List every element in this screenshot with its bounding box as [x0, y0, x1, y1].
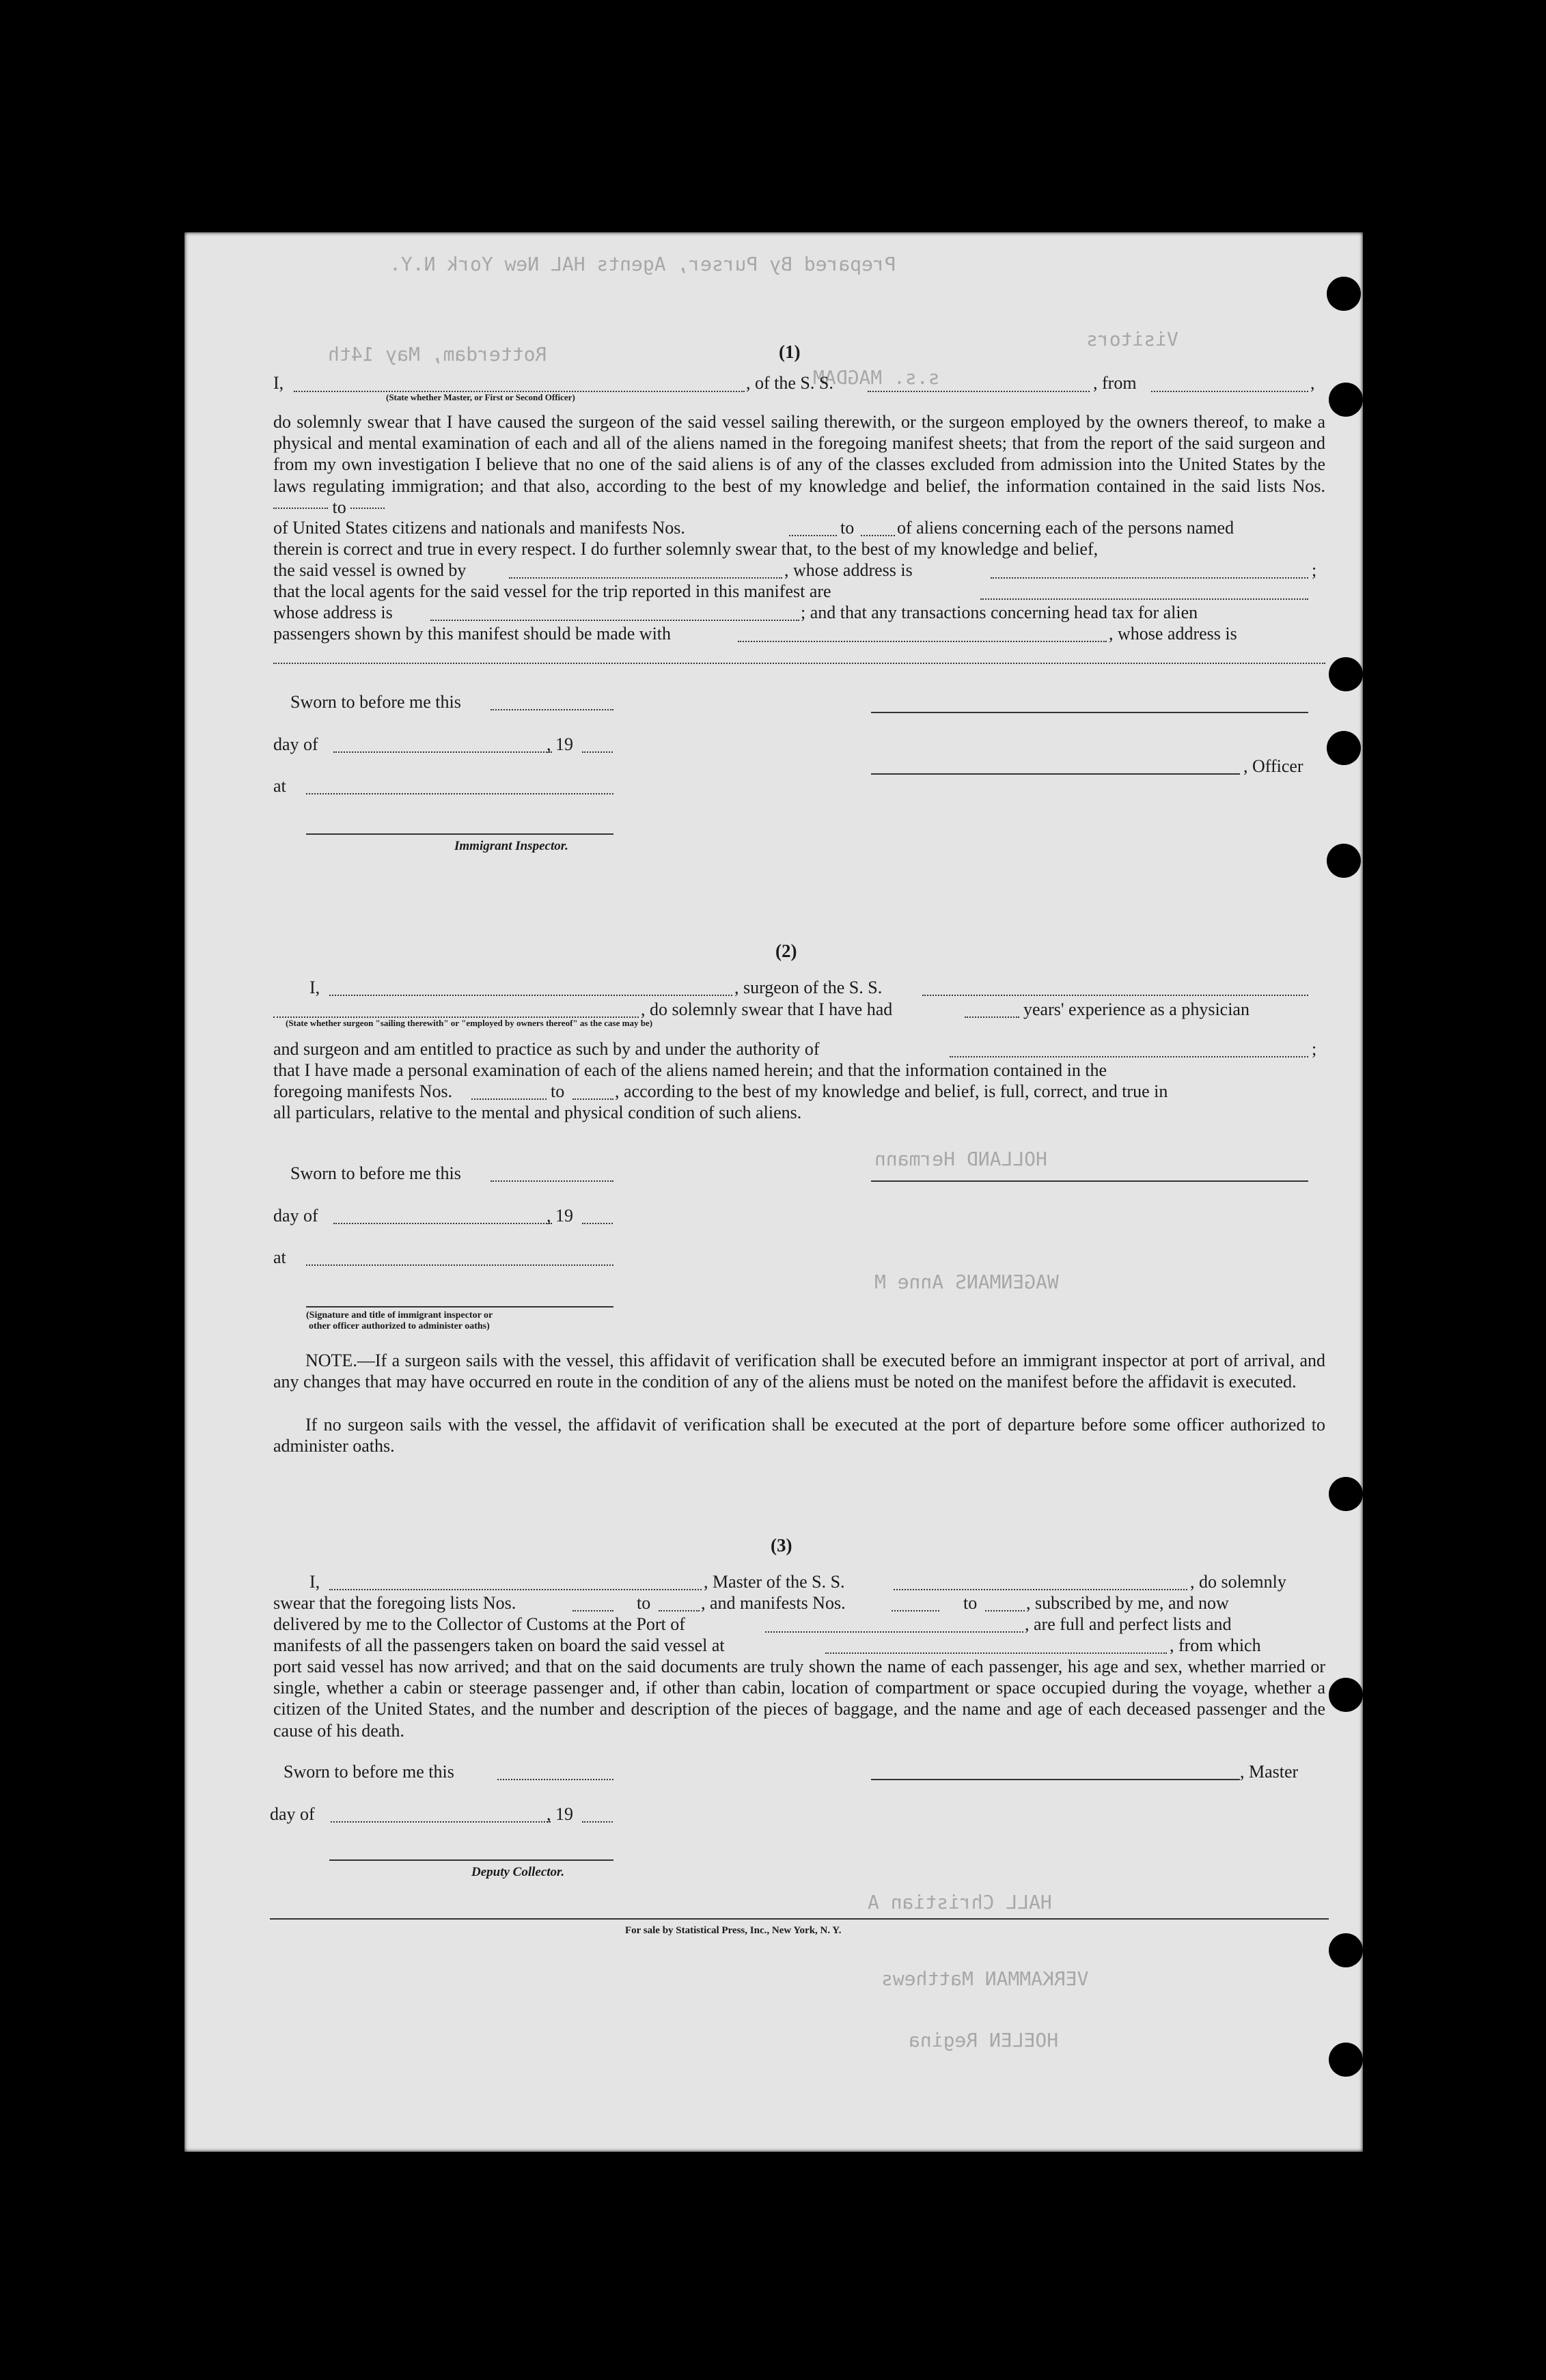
ghost-name-2: WAGENMANS Anne M	[874, 1271, 1059, 1293]
s2-years-line	[965, 1016, 1019, 1018]
s1-l4b: , whose address is	[784, 560, 913, 580]
s2-list-from-line	[471, 1098, 547, 1100]
s1-agents-address-line	[430, 620, 799, 621]
s3-year-line	[582, 1821, 613, 1823]
s3-l2c: , subscribed by me, and now	[1026, 1593, 1229, 1613]
s2-sig-note-1: (Signature and title of immigrant inspector or	[306, 1310, 493, 1320]
s1-signature-line	[871, 712, 1308, 713]
s1-from-line	[1151, 391, 1308, 392]
s2-day: day of	[273, 1206, 318, 1226]
s3-oath-paragraph: port said vessel has now arrived; and that on the said documents are truly shown the name of each passenger, his age and sex, whether married or single, whether a cabin or steerage passenger and, if other than cabin, location of compartment or space occupied during the voyage, whether a citizen of the United States, and the number and description of the pieces of baggage, and the name and age of each deceased passenger and the cause of his death.	[273, 1657, 1325, 1741]
s1-agents-line	[980, 598, 1308, 600]
s2-signature-line	[871, 1180, 1308, 1182]
s1-oath-paragraph: do solemnly swear that I have caused the surgeon of the said vessel sailing therewith, or the surgeon employed by the owners thereof, to make a physical and mental examination of each and all of the aliens named in the foregoing manifest sheets; that from the report of the said surgeon and from my own investigation I believe that no one of the said aliens is of any of the classes excluded from admission into the United States by the laws regulating immigration; and that also, according to the best of my knowledge and belief, the information contained in the said lists Nos. to	[273, 412, 1325, 517]
s2-note-paragraph-2: If no surgeon sails with the vessel, the affidavit of verification shall be executed at the port of departure before some officer authorized to administer oaths.	[273, 1415, 1325, 1456]
s1-l6a: whose address is	[273, 603, 393, 622]
s3-sworn: Sworn to before me this	[284, 1762, 454, 1782]
s3-ship-line	[894, 1589, 1187, 1590]
s1-from: , from	[1093, 373, 1137, 393]
ghost-name-1: HOLLAND Hermann	[874, 1148, 1047, 1170]
s3-l3a: delivered by me to the Collector of Customs at the Port of	[273, 1614, 685, 1634]
s2-day-line	[333, 1223, 552, 1224]
s2-at: at	[273, 1247, 286, 1267]
ghost-name-5: HOELEN Regina	[909, 2029, 1059, 2051]
s1-l7b: , whose address is	[1109, 624, 1237, 644]
s3-year: , 19	[547, 1804, 573, 1824]
binder-hole	[1329, 2043, 1363, 2077]
s1-day: day of	[273, 734, 318, 754]
binder-hole	[1327, 277, 1361, 311]
s2-at-line	[306, 1264, 613, 1266]
s2-l5b: , according to the best of my knowledge and belief, is full, correct, and true in	[615, 1081, 1168, 1101]
s3-day: day of	[270, 1804, 315, 1824]
s1-year-line	[582, 751, 613, 753]
s1-l5: that the local agents for the said vessel for the trip reported in this manifest are	[273, 581, 831, 601]
s1-l6b: ; and that any transactions concerning head tax for alien	[801, 603, 1198, 622]
s3-embark-line	[825, 1652, 1167, 1654]
s1-officer-note: (State whether Master, or First or Second Officer)	[386, 392, 575, 402]
s1-l2b: of aliens concerning each of the persons named	[897, 518, 1234, 538]
footer-printer: For sale by Statistical Press, Inc., New York, N. Y.	[625, 1925, 842, 1936]
s1-l2-to: to	[840, 518, 855, 538]
s1-headtax-line	[738, 641, 1107, 642]
s2-l5-to: to	[551, 1081, 565, 1101]
s1-day-line	[333, 751, 552, 753]
s1-i: I,	[273, 373, 284, 393]
s3-l1c: , do solemnly	[1190, 1572, 1286, 1592]
s1-at-line	[306, 793, 613, 794]
section-1-number: (1)	[779, 342, 801, 362]
s3-l3b: , are full and perfect lists and	[1025, 1614, 1232, 1634]
s1-comma: ,	[1310, 373, 1315, 393]
ghost-ship: s.s. MAGDAM	[813, 366, 940, 389]
s2-i: I,	[309, 978, 320, 997]
s1-ship-line	[868, 391, 1090, 392]
s3-collector-line	[329, 1859, 613, 1861]
s3-collector-label: Deputy Collector.	[471, 1865, 565, 1879]
footer-rule	[270, 1918, 1329, 1920]
s1-l2a: of United States citizens and nationals and manifests Nos.	[273, 518, 685, 538]
s3-master: , Master	[1240, 1762, 1299, 1782]
s2-sworn-line	[491, 1180, 613, 1182]
s3-manifest-to-line	[985, 1610, 1025, 1611]
s1-l2-line1	[789, 535, 837, 536]
s2-year: , 19	[547, 1206, 573, 1226]
s2-l2a: , do solemnly swear that I have had	[641, 999, 893, 1019]
s2-note-paragraph: NOTE.—If a surgeon sails with the vessel, this affidavit of verification shall be executed before an immigrant inspector at port of arrival, and any changes that may have occurred en route in the condition of any of the aliens must be noted on the manifest before the affidavit is executed.	[273, 1351, 1325, 1392]
s2-sig-note-2: other officer authorized to administer oaths)	[309, 1321, 490, 1331]
ghost-rotterdam: Rotterdam, May 14th	[328, 343, 547, 365]
s3-l1b: , Master of the S. S.	[704, 1572, 845, 1592]
s3-master-line	[329, 1589, 702, 1590]
s3-i: I,	[309, 1572, 320, 1592]
manifest-sheet	[184, 232, 1363, 2152]
binder-hole	[1327, 731, 1361, 765]
s1-officer-sig-line	[871, 773, 1240, 775]
s1-owner-line	[509, 577, 782, 579]
binder-hole	[1329, 383, 1363, 417]
s1-year: , 19	[547, 734, 573, 754]
section-2-number: (2)	[775, 941, 797, 961]
s3-port-line	[765, 1631, 1023, 1633]
s1-sworn: Sworn to before me this	[290, 692, 461, 712]
s1-officer: , Officer	[1243, 756, 1303, 776]
ghost-preparer: Prepared By Purser, Agents HAL New York N.Y.	[389, 253, 896, 275]
s2-l4: that I have made a personal examination of each of the aliens named herein; and that the information contained in the	[273, 1060, 1107, 1080]
s1-sworn-line	[491, 709, 613, 710]
binder-hole	[1329, 1678, 1363, 1712]
section-3-number: (3)	[771, 1535, 792, 1555]
s3-l2a: swear that the foregoing lists Nos.	[273, 1593, 516, 1613]
s3-manifest-from-line	[892, 1610, 939, 1611]
binder-hole	[1327, 844, 1361, 878]
binder-hole	[1329, 1477, 1363, 1511]
s2-surgeon-line	[329, 995, 732, 996]
s2-authority-line	[950, 1056, 1308, 1057]
s1-oath-text: do solemnly swear that I have caused the surgeon of the said vessel sailing therewith, or the surgeon employed by the owners thereof, to make a physical and mental examination of each and all of the aliens named in the foregoing manifest sheets; that from the report of the said surgeon and from my own investigation I believe that no one of the said aliens is of any of the classes excluded from admission into the United States by the laws regulating immigration; and that also, according to the best of my knowledge and belief, the information contained in the said lists Nos.	[273, 412, 1325, 496]
s2-list-to-line	[572, 1098, 613, 1100]
s2-year-line	[582, 1223, 613, 1224]
s3-l2b: , and manifests Nos.	[701, 1593, 846, 1613]
s2-l3: and surgeon and am entitled to practice as such by and under the authority of	[273, 1039, 820, 1059]
ghost-visitors: Visitors	[1086, 328, 1178, 350]
s3-sworn-line	[497, 1779, 613, 1780]
s2-sworn: Sworn to before me this	[290, 1163, 461, 1183]
s2-l3-end: ;	[1312, 1039, 1317, 1059]
s1-at: at	[273, 776, 286, 796]
s1-inspector-line	[306, 833, 613, 835]
s2-l6: all particulars, relative to the mental and physical condition of such aliens.	[273, 1103, 802, 1122]
s3-l4b: , from which	[1170, 1635, 1261, 1655]
binder-hole	[1329, 657, 1363, 691]
s1-headtax-address-line	[273, 663, 1325, 664]
s2-inspector-line	[306, 1306, 613, 1307]
s1-l2-line2	[861, 535, 895, 536]
s1-l4a: the said vessel is owned by	[273, 560, 467, 580]
s3-day-line	[331, 1821, 551, 1823]
s1-inspector-label: Immigrant Inspector.	[454, 839, 568, 853]
s2-status-note: (State whether surgeon "sailing therewith" or "employed by owners thereof" as the case may be)	[286, 1018, 653, 1028]
s2-l2b: years' experience as a physician	[1023, 999, 1250, 1019]
s1-of-ss: , of the S. S.	[746, 373, 833, 393]
s3-l2-to2: to	[963, 1593, 978, 1613]
ghost-name-3: HALL Christian A	[868, 1891, 1052, 1913]
s3-list-from-line	[572, 1610, 613, 1611]
s3-l2-to: to	[637, 1593, 651, 1613]
s1-l4c: ;	[1312, 560, 1317, 580]
s3-master-sig-line	[871, 1779, 1240, 1780]
s2-ship-line	[922, 995, 1308, 996]
ghost-name-4: VERKAMMAN Matthews	[881, 1967, 1089, 1990]
s3-l4a: manifests of all the passengers taken on board the said vessel at	[273, 1635, 725, 1655]
binder-hole	[1329, 1933, 1363, 1967]
s1-l7a: passengers shown by this manifest should be made with	[273, 624, 672, 644]
s3-list-to-line	[659, 1610, 700, 1611]
s1-l3: therein is correct and true in every respect. I do further solemnly swear that, to the best of my knowledge and belief,	[273, 539, 1099, 559]
s2-l5a: foregoing manifests Nos.	[273, 1081, 453, 1101]
s2-l1b: , surgeon of the S. S.	[734, 978, 883, 997]
s1-owner-address-line	[991, 577, 1308, 579]
